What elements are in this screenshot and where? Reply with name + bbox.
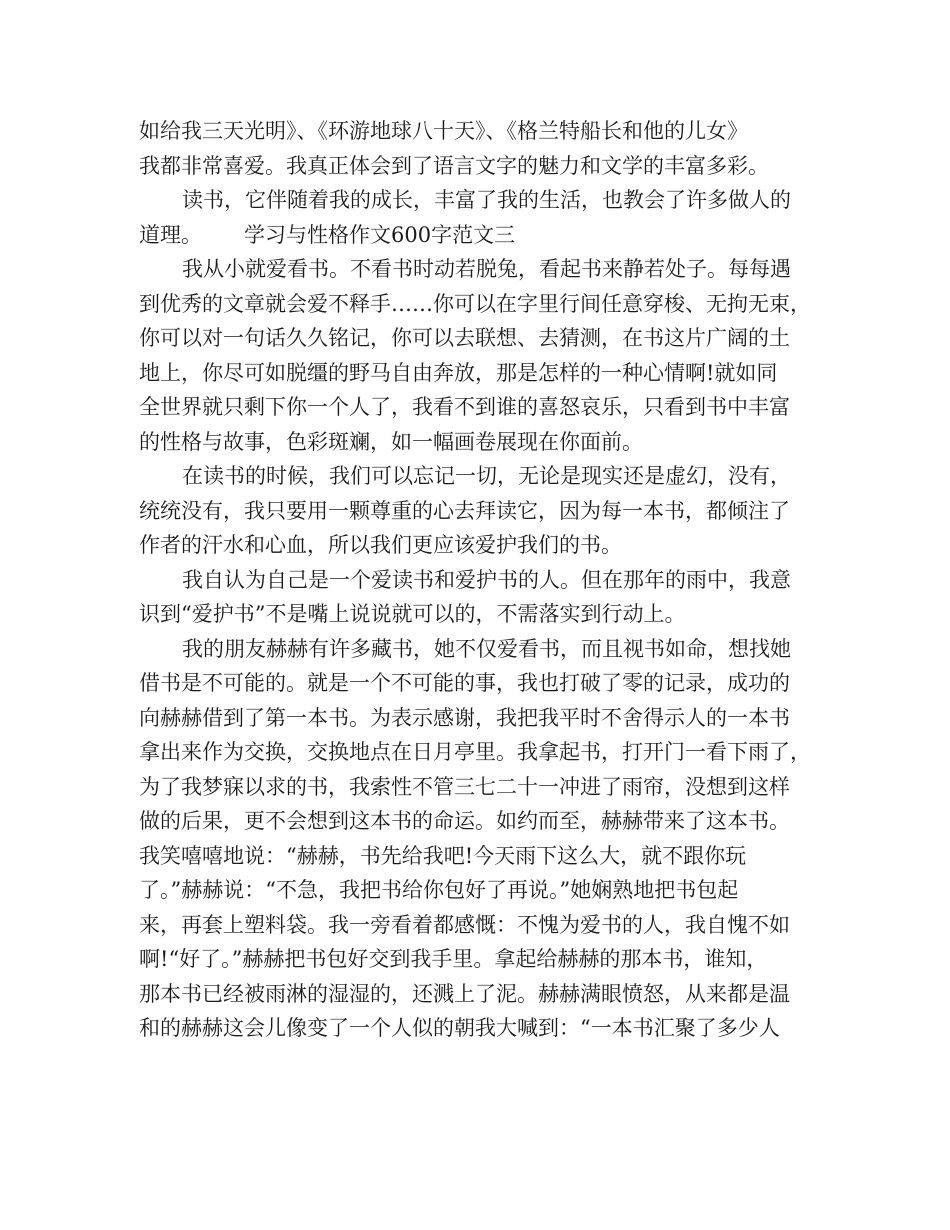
paragraph-6-line-10: 啊!“好了。”赫赫把书包好交到我手里。拿起给赫赫的那本书，谁知， [139,947,768,971]
paragraph-6-line-8: 了。”赫赫说：“不急，我把书给你包好了再说。”她娴熟地把书包起 [139,878,739,902]
paragraph-6-line-12: 和的赫赫这会儿像变了一个人似的朝我大喊到：“一本书汇聚了多少人 [139,1016,780,1040]
paragraph-6-line-6: 做的后果，更不会想到这本书的命运。如约而至，赫赫带来了这本书。 [139,809,790,833]
paragraph-1-line-1: 如给我三天光明》、《环游地球八十天》、《格兰特船长和他的儿女》 [139,119,748,143]
paragraph-6-line-11: 那本书已经被雨淋的湿湿的，还溅上了泥。赫赫满眼愤怒，从来都是温 [139,981,790,1006]
paragraph-3-line-5: 全世界就只剩下你一个人了，我看不到谁的喜怒哀乐，只看到书中丰富 [139,395,790,419]
paragraph-2-line-1: 读书，它伴随着我的成长，丰富了我的生活，也教会了许多做人的 [182,188,791,212]
paragraph-2-line-2-text: 道理。 [139,222,202,247]
paragraph-5-line-1: 我自认为自己是一个爱读书和爱护书的人。但在那年的雨中，我意 [182,567,791,592]
paragraph-4-line-1: 在读书的时候，我们可以忘记一切，无论是现实还是虚幻，没有， [182,464,791,488]
paragraph-2-line-2 [139,218,839,253]
paragraph-3-line-4: 地上，你尽可如脱缰的野马自由奔放，那是怎样的一种心情啊!就如同 [139,360,778,385]
paragraph-3-line-1: 我从小就爱看书。不看书时动若脱兔，看起书来静若处子。每每遇 [182,257,791,281]
paragraph-6-line-3: 向赫赫借到了第一本书。为表示感谢，我把我平时不舍得示人的一本书 [139,705,790,730]
paragraph-3-line-3: 你可以对一句话久久铭记，你可以去联想、去猜测，在书这片广阔的土 [139,326,790,350]
document-body [139,114,839,1046]
paragraph-6-line-2: 借书是不可能的。就是一个不可能的事，我也打破了零的记录，成功的 [139,671,790,695]
paragraph-6-line-1: 我的朋友赫赫有许多藏书，她不仅爱看书，而且视书如命，想找她 [182,636,791,661]
paragraph-5-line-2: 识到“爱护书”不是嘴上说说就可以的，不需落实到行动上。 [139,602,686,626]
paragraph-3-line-2: 到优秀的文章就会爱不释手……你可以在字里行间任意穿梭、无拘无束， [139,291,811,316]
paragraph-6-line-7: 我笑嘻嘻地说：“赫赫，书先给我吧!今天雨下这么大，就不跟你玩 [139,843,747,868]
paragraph-3-line-6: 的性格与故事，色彩斑斓，如一幅画卷展现在你面前。 [139,429,643,454]
paragraph-6-line-9: 来，再套上塑料袋。我一旁看着都感慨：不愧为爱书的人，我自愧不如 [139,912,790,937]
paragraph-6-line-4: 拿出来作为交换，交换地点在日月亭里。我拿起书，打开门一看下雨了， [139,740,811,764]
paragraph-4-line-2: 统统没有，我只要用一颗尊重的心去拜读它，因为每一本书，都倾注了 [139,498,790,523]
paragraph-1-line-2: 我都非常喜爱。我真正体会到了语言文字的魅力和文学的丰富多彩。 [139,153,769,178]
paragraph-6-line-5: 为了我梦寐以求的书，我索性不管三七二十一冲进了雨帘，没想到这样 [139,774,790,799]
section-title: 学习与性格作文600字范文三 [244,222,516,247]
paragraph-4-line-3: 作者的汗水和心血，所以我们更应该爱护我们的书。 [139,533,622,557]
